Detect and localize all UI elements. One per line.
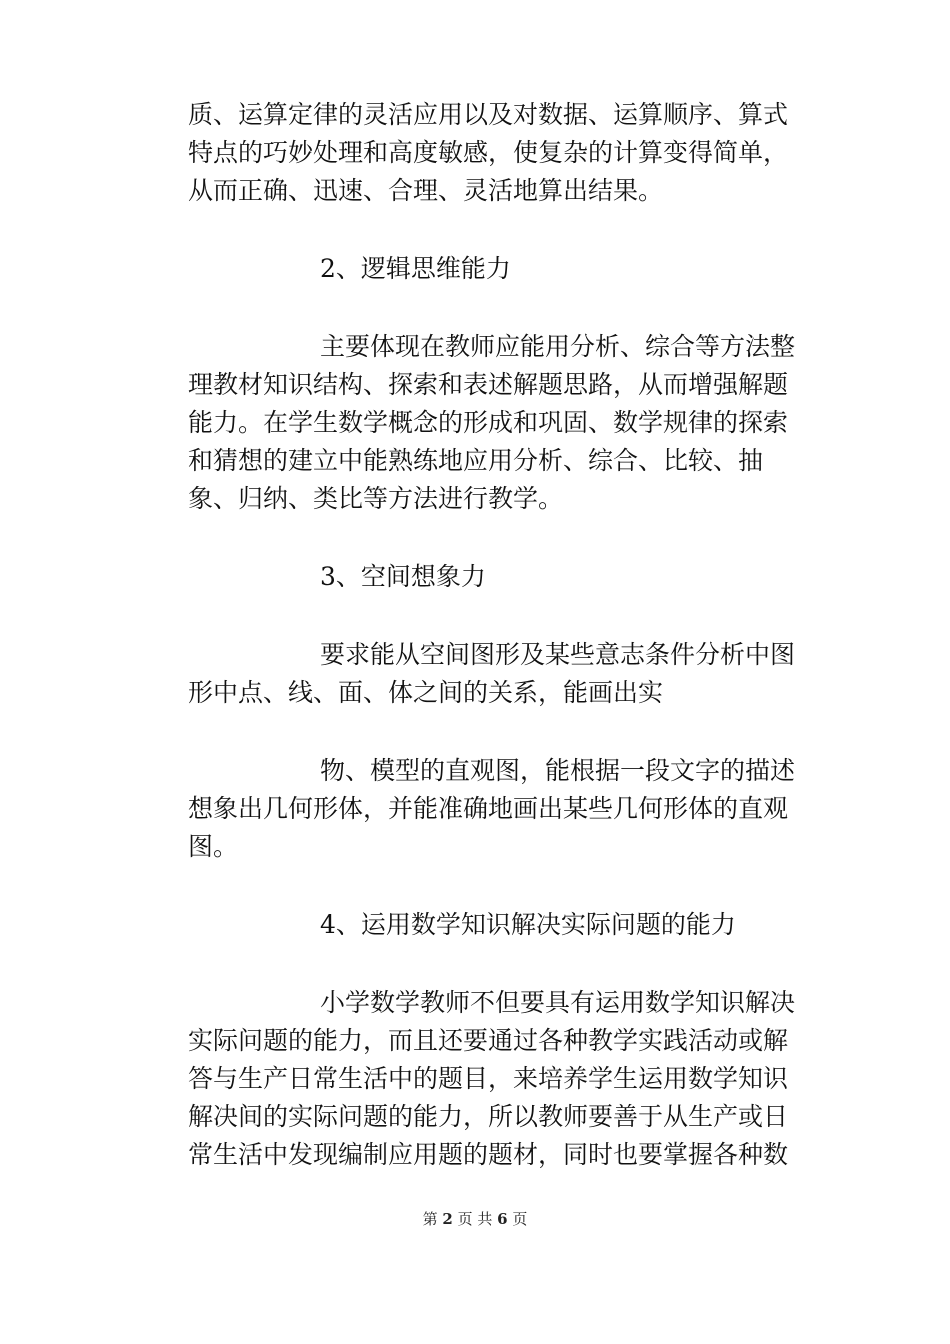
text-line: 理教材知识结构、探索和表述解题思路，从而增强解题 [188, 370, 789, 399]
paragraph-gap [188, 518, 808, 558]
footer-current-page: 2 [442, 1210, 453, 1228]
text-line: 答与生产日常生活中的题目，来培养学生运用数学知识 [188, 1064, 789, 1093]
text-line: 和猜想的建立中能熟练地应用分析、综合、比较、抽 [188, 446, 764, 475]
text-line: 象、归纳、类比等方法进行教学。 [188, 484, 564, 513]
text-line: 要求能从空间图形及某些意志条件分析中图 [320, 640, 796, 669]
paragraph-gap [188, 866, 808, 906]
section-heading-spatial-imagination: 3、空间想象力 [320, 562, 486, 591]
footer-suffix: 页 [512, 1210, 528, 1228]
text-line: 实际问题的能力，而且还要通过各种教学实践活动或解 [188, 1026, 789, 1055]
paragraph-gap [188, 944, 808, 984]
paragraph-gap [188, 712, 808, 752]
section-heading-applying-math: 4、运用数学知识解决实际问题的能力 [320, 910, 736, 939]
paragraph-gap [188, 288, 808, 328]
footer-prefix: 第 [422, 1210, 438, 1228]
text-line: 想象出几何形体，并能准确地画出某些几何形体的直观 [188, 794, 789, 823]
text-line: 小学数学教师不但要具有运用数学知识解决 [320, 988, 796, 1017]
text-line: 形中点、线、面、体之间的关系，能画出实 [188, 678, 664, 707]
page-footer [0, 1208, 950, 1229]
text-line: 常生活中发现编制应用题的题材，同时也要掌握各种数 [188, 1140, 789, 1169]
text-line: 图。 [188, 832, 239, 861]
text-line: 特点的巧妙处理和高度敏感，使复杂的计算变得简单， [188, 138, 789, 167]
text-line: 质、运算定律的灵活应用以及对数据、运算顺序、算式 [188, 100, 789, 129]
text-line: 物、模型的直观图，能根据一段文字的描述 [320, 756, 796, 785]
paragraph-spatial-imagination-continued [188, 752, 808, 866]
paragraph-calculation-ability-continued [188, 96, 808, 210]
page-body [188, 96, 808, 1174]
paragraph-applying-math [188, 984, 808, 1174]
paragraph-gap [188, 210, 808, 250]
section-heading-logical-thinking: 2、逻辑思维能力 [320, 254, 511, 283]
footer-middle: 页 共 [457, 1210, 493, 1228]
text-line: 能力。在学生数学概念的形成和巩固、数学规律的探索 [188, 408, 789, 437]
text-line: 解决间的实际问题的能力，所以教师要善于从生产或日 [188, 1102, 789, 1131]
text-line: 主要体现在教师应能用分析、综合等方法整 [320, 332, 796, 361]
paragraph-spatial-imagination [188, 636, 808, 712]
text-line: 从而正确、迅速、合理、灵活地算出结果。 [188, 176, 664, 205]
paragraph-logical-thinking [188, 328, 808, 518]
paragraph-gap [188, 596, 808, 636]
footer-total-pages: 6 [497, 1210, 508, 1228]
